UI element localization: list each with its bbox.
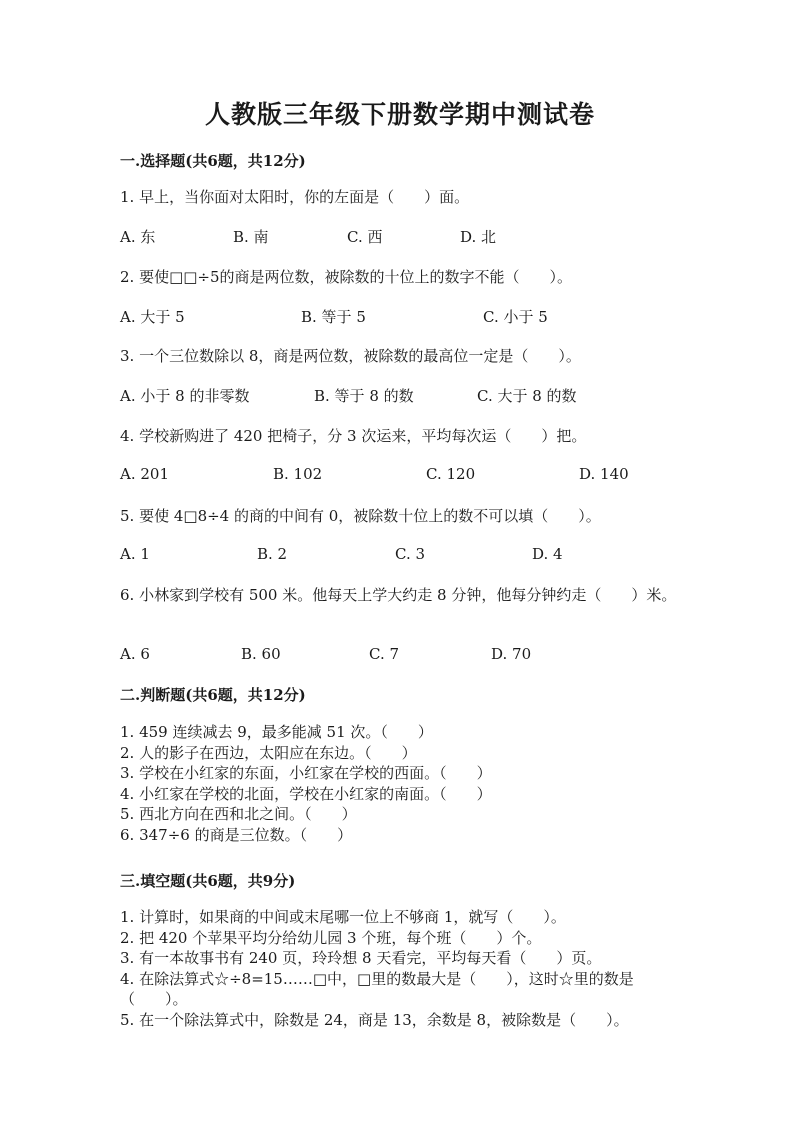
option-a[interactable]: A. 大于 5 — [120, 308, 185, 326]
option-c[interactable]: C. 3 — [395, 545, 426, 563]
page-title: 人教版三年级下册数学期中测试卷 — [204, 100, 595, 129]
question-1: 1. 早上，当你面对太阳时，你的左面是（ ）面。 — [120, 188, 470, 206]
option-d[interactable]: D. 北 — [460, 228, 497, 246]
option-b[interactable]: B. 2 — [257, 545, 288, 563]
options-3 — [120, 385, 720, 407]
question-2: 2. 要使□□÷5的商是两位数，被除数的十位上的数字不能（ ）。 — [120, 268, 573, 286]
option-c[interactable]: C. 7 — [369, 645, 400, 663]
list-item: 5. 西北方向在西和北之间。（ ） — [120, 805, 357, 823]
list-item: 4. 小红家在学校的北面，学校在小红家的南面。（ ） — [120, 784, 492, 803]
list-item: 2. 人的影子在西边，太阳应在东边。（ ） — [120, 743, 417, 762]
question-5: 5. 要使 4□8÷4 的商的中间有 0，被除数十位上的数不可以填（ ）。 — [120, 507, 601, 525]
list-item: 1. 计算时，如果商的中间或末尾哪一位上不够商 1，就写（ ）。 — [120, 908, 566, 926]
option-d[interactable]: D. 140 — [579, 465, 629, 483]
option-d[interactable]: D. 70 — [491, 645, 532, 663]
section-heading-choice: 一.选择题(共6题，共12分) — [120, 152, 306, 170]
options-4 — [120, 465, 720, 487]
option-c[interactable]: C. 大于 8 的数 — [477, 387, 577, 405]
judgement-list — [120, 722, 700, 845]
options-5 — [120, 545, 720, 567]
option-a[interactable]: A. 1 — [120, 545, 150, 563]
option-b[interactable]: B. 102 — [273, 465, 323, 483]
option-a[interactable]: A. 201 — [120, 465, 169, 483]
option-a[interactable]: A. 小于 8 的非零数 — [120, 387, 250, 405]
option-d[interactable]: D. 4 — [532, 545, 563, 563]
option-b[interactable]: B. 60 — [241, 645, 281, 663]
options-2 — [120, 306, 720, 328]
list-item: 5. 在一个除法算式中，除数是 24，商是 13，余数是 8，被除数是（ ）。 — [120, 1010, 629, 1029]
list-item: 4. 在除法算式☆÷8=15……□中，□里的数最大是（ ），这时☆里的数是（ ）。 — [120, 969, 634, 1008]
option-a[interactable]: A. 6 — [120, 645, 150, 663]
options-6 — [120, 645, 720, 667]
option-b[interactable]: B. 南 — [233, 228, 269, 246]
section-heading-judgement: 二.判断题(共6题，共12分) — [120, 686, 306, 704]
option-a[interactable]: A. 东 — [120, 228, 156, 246]
option-c[interactable]: C. 西 — [347, 228, 383, 246]
option-c[interactable]: C. 小于 5 — [483, 308, 548, 326]
list-item: 3. 学校在小红家的东面，小红家在学校的西面。（ ） — [120, 764, 492, 782]
option-b[interactable]: B. 等于 8 的数 — [314, 387, 414, 405]
section-heading-fill-blank: 三.填空题(共6题，共9分) — [120, 872, 296, 890]
list-item: 3. 有一本故事书有 240 页，玲玲想 8 天看完，平均每天看（ ）页。 — [120, 949, 602, 967]
list-item: 1. 459 连续减去 9，最多能减 51 次。（ ） — [120, 723, 433, 741]
option-b[interactable]: B. 等于 5 — [301, 308, 366, 326]
options-1 — [120, 226, 720, 248]
question-3: 3. 一个三位数除以 8，商是两位数，被除数的最高位一定是（ ）。 — [120, 347, 581, 365]
option-c[interactable]: C. 120 — [426, 465, 476, 483]
question-6: 6. 小林家到学校有 500 米。他每天上学大约走 8 分钟，他每分钟约走（ ）米。 — [120, 586, 677, 604]
list-item: 2. 把 420 个苹果平均分给幼儿园 3 个班，每个班（ ）个。 — [120, 928, 542, 947]
list-item: 6. 347÷6 的商是三位数。（ ） — [120, 825, 353, 844]
question-4: 4. 学校新购进了 420 把椅子，分 3 次运来，平均每次运（ ）把。 — [120, 427, 587, 445]
fill-blank-list — [120, 907, 700, 1030]
